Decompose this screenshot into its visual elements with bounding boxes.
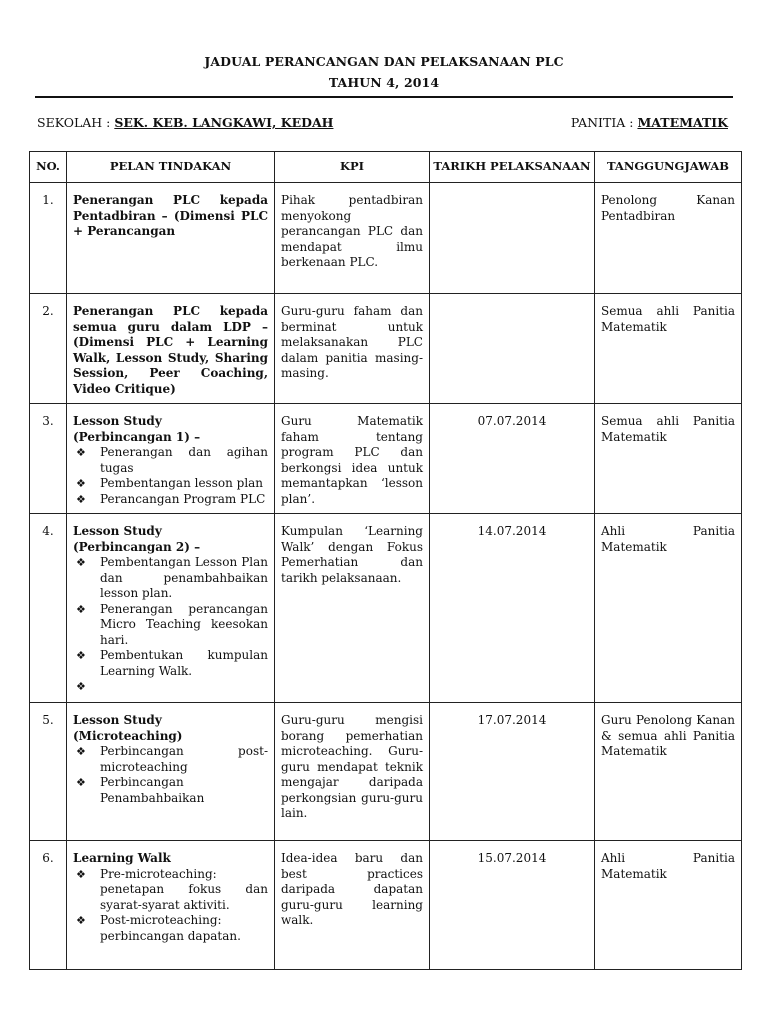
pelan-tindakan-cell [67,514,275,703]
list-item-text: Penerangan perancangan Micro Teaching keesokan hari. [100,601,268,647]
header-pelan-tindakan: PELAN TINDAKAN [67,152,275,183]
pelan-item-list [73,744,268,806]
pelan-title: Penerangan PLC kepada semua guru dalam LDP – (Dimensi PLC + Learning Walk, Lesson Study, Sharing Session, Peer Coaching, Video Critique) [73,304,268,396]
row-number: 5. [30,703,67,841]
list-item [73,492,268,508]
sekolah-value: SEK. KEB. LANGKAWI, KEDAH [114,115,334,130]
pelan-item-list [73,867,268,945]
header-no: NO. [30,152,67,183]
list-item [73,775,268,806]
kpi-cell: Guru-guru faham dan berminat untuk melaksanakan PLC dalam panitia masing-masing. [275,294,430,404]
row-number: 4. [30,514,67,703]
document-title: JADUAL PERANCANGAN DAN PELAKSANAAN PLC [204,54,564,69]
kpi-cell: Idea-idea baru dan best practices daripada dapatan guru-guru learning walk. [275,841,430,970]
list-item-text: Pre-microteaching: penetapan fokus dan syarat-syarat aktiviti. [100,866,268,912]
diamond-bullet-icon: ❖ [76,477,86,490]
list-item [73,913,268,944]
list-item-text: Penerangan dan agihan tugas [100,445,268,475]
list-item [73,867,268,914]
diamond-bullet-icon: ❖ [76,745,86,758]
diamond-bullet-icon: ❖ [76,649,86,662]
row-number: 3. [30,404,67,514]
diamond-bullet-icon: ❖ [76,680,86,693]
pelan-title: Lesson Study [73,414,162,428]
list-item-text: Pembentukan kumpulan Learning Walk. [100,648,268,678]
tanggungjawab-cell: Ahli Panitia Matematik [595,841,742,970]
pelan-tindakan-cell [67,294,275,404]
pelan-title: Penerangan PLC kepada Pentadbiran – (Dimensi PLC + Perancangan [73,193,268,238]
list-item [73,445,268,476]
tanggungjawab-cell: Penolong Kanan Pentadbiran [595,183,742,294]
kpi-cell: Guru-guru mengisi borang pemerhatian microteaching. Guru-guru mendapat teknik mengajar daripada perkongsian guru-guru lain. [275,703,430,841]
tanggungjawab-cell: Guru Penolong Kanan & semua ahli Panitia Matematik [595,703,742,841]
header-kpi: KPI [275,152,430,183]
row-number: 6. [30,841,67,970]
kpi-cell: Kumpulan ‘Learning Walk’ dengan Fokus Pemerhatian dan tarikh pelaksanaan. [275,514,430,703]
pelan-tindakan-cell [67,404,275,514]
tarikh-cell: 15.07.2014 [430,841,595,970]
pelan-title: Learning Walk [73,851,171,865]
pelan-tindakan-cell [67,841,275,970]
list-item [73,476,268,492]
tarikh-cell: 14.07.2014 [430,514,595,703]
pelan-item-list [73,445,268,507]
table-row [30,841,742,970]
list-item [73,602,268,649]
pelan-tindakan-cell [67,703,275,841]
pelan-subtitle: (Perbincangan 1) – [73,429,201,444]
pelan-title: Lesson Study [73,713,162,727]
tanggungjawab-cell: Semua ahli Panitia Matematik [595,404,742,514]
pelan-subtitle: (Microteaching) [73,728,183,743]
diamond-bullet-icon: ❖ [76,556,86,569]
list-item-text: Perancangan Program PLC [100,491,266,506]
diamond-bullet-icon: ❖ [76,776,86,789]
table-row [30,514,742,703]
diamond-bullet-icon: ❖ [76,914,86,927]
list-item-text: Pembentangan Lesson Plan dan penambahbaikan lesson plan. [100,555,268,600]
sekolah-label: SEKOLAH : [37,115,115,130]
header-tarikh-pelaksanaan: TARIKH PELAKSANAAN [430,152,595,183]
sekolah-line [37,115,333,130]
header-tanggungjawab: TANGGUNGJAWAB [595,152,742,183]
list-item-text: Perbincangan post-microteaching [100,744,268,774]
row-number: 2. [30,294,67,404]
tarikh-cell: 07.07.2014 [430,404,595,514]
list-item-text: Post-microteaching: perbincangan dapatan. [100,913,241,943]
tarikh-cell [430,294,595,404]
panitia-label: PANITIA : [570,115,638,130]
table-row [30,404,742,514]
tarikh-cell [430,183,595,294]
table-body [30,183,742,970]
diamond-bullet-icon: ❖ [76,867,86,881]
pelan-subtitle: (Perbincangan 2) – [73,539,201,554]
title-divider [35,96,733,98]
list-item-text: Pembentangan lesson plan [100,476,264,490]
header-row [30,152,742,183]
kpi-cell: Guru Matematik faham tentang program PLC dan berkongsi idea untuk memantapkan ‘lesson plan’. [275,404,430,514]
pelan-title: Lesson Study [73,524,162,538]
diamond-bullet-icon: ❖ [76,446,86,459]
table-row [30,294,742,404]
plc-table [29,151,742,970]
tanggungjawab-cell: Ahli Panitia Matematik [595,514,742,703]
list-item [73,555,268,602]
tarikh-cell: 17.07.2014 [430,703,595,841]
list-item [73,648,268,679]
tanggungjawab-cell: Semua ahli Panitia Matematik [595,294,742,404]
table-row [30,703,742,841]
panitia-value: MATEMATIK [637,115,728,130]
diamond-bullet-icon: ❖ [76,492,86,506]
document-subtitle: TAHUN 4, 2014 [328,75,440,90]
list-item-text: Perbincangan Penambahbaikan [100,775,205,805]
table-row [30,183,742,294]
diamond-bullet-icon: ❖ [76,602,86,616]
pelan-item-list [73,555,268,693]
panitia-line [571,115,728,130]
pelan-tindakan-cell [67,183,275,294]
row-number: 1. [30,183,67,294]
list-item [73,744,268,775]
kpi-cell: Pihak pentadbiran menyokong perancangan PLC dan mendapat ilmu berkenaan PLC. [275,183,430,294]
